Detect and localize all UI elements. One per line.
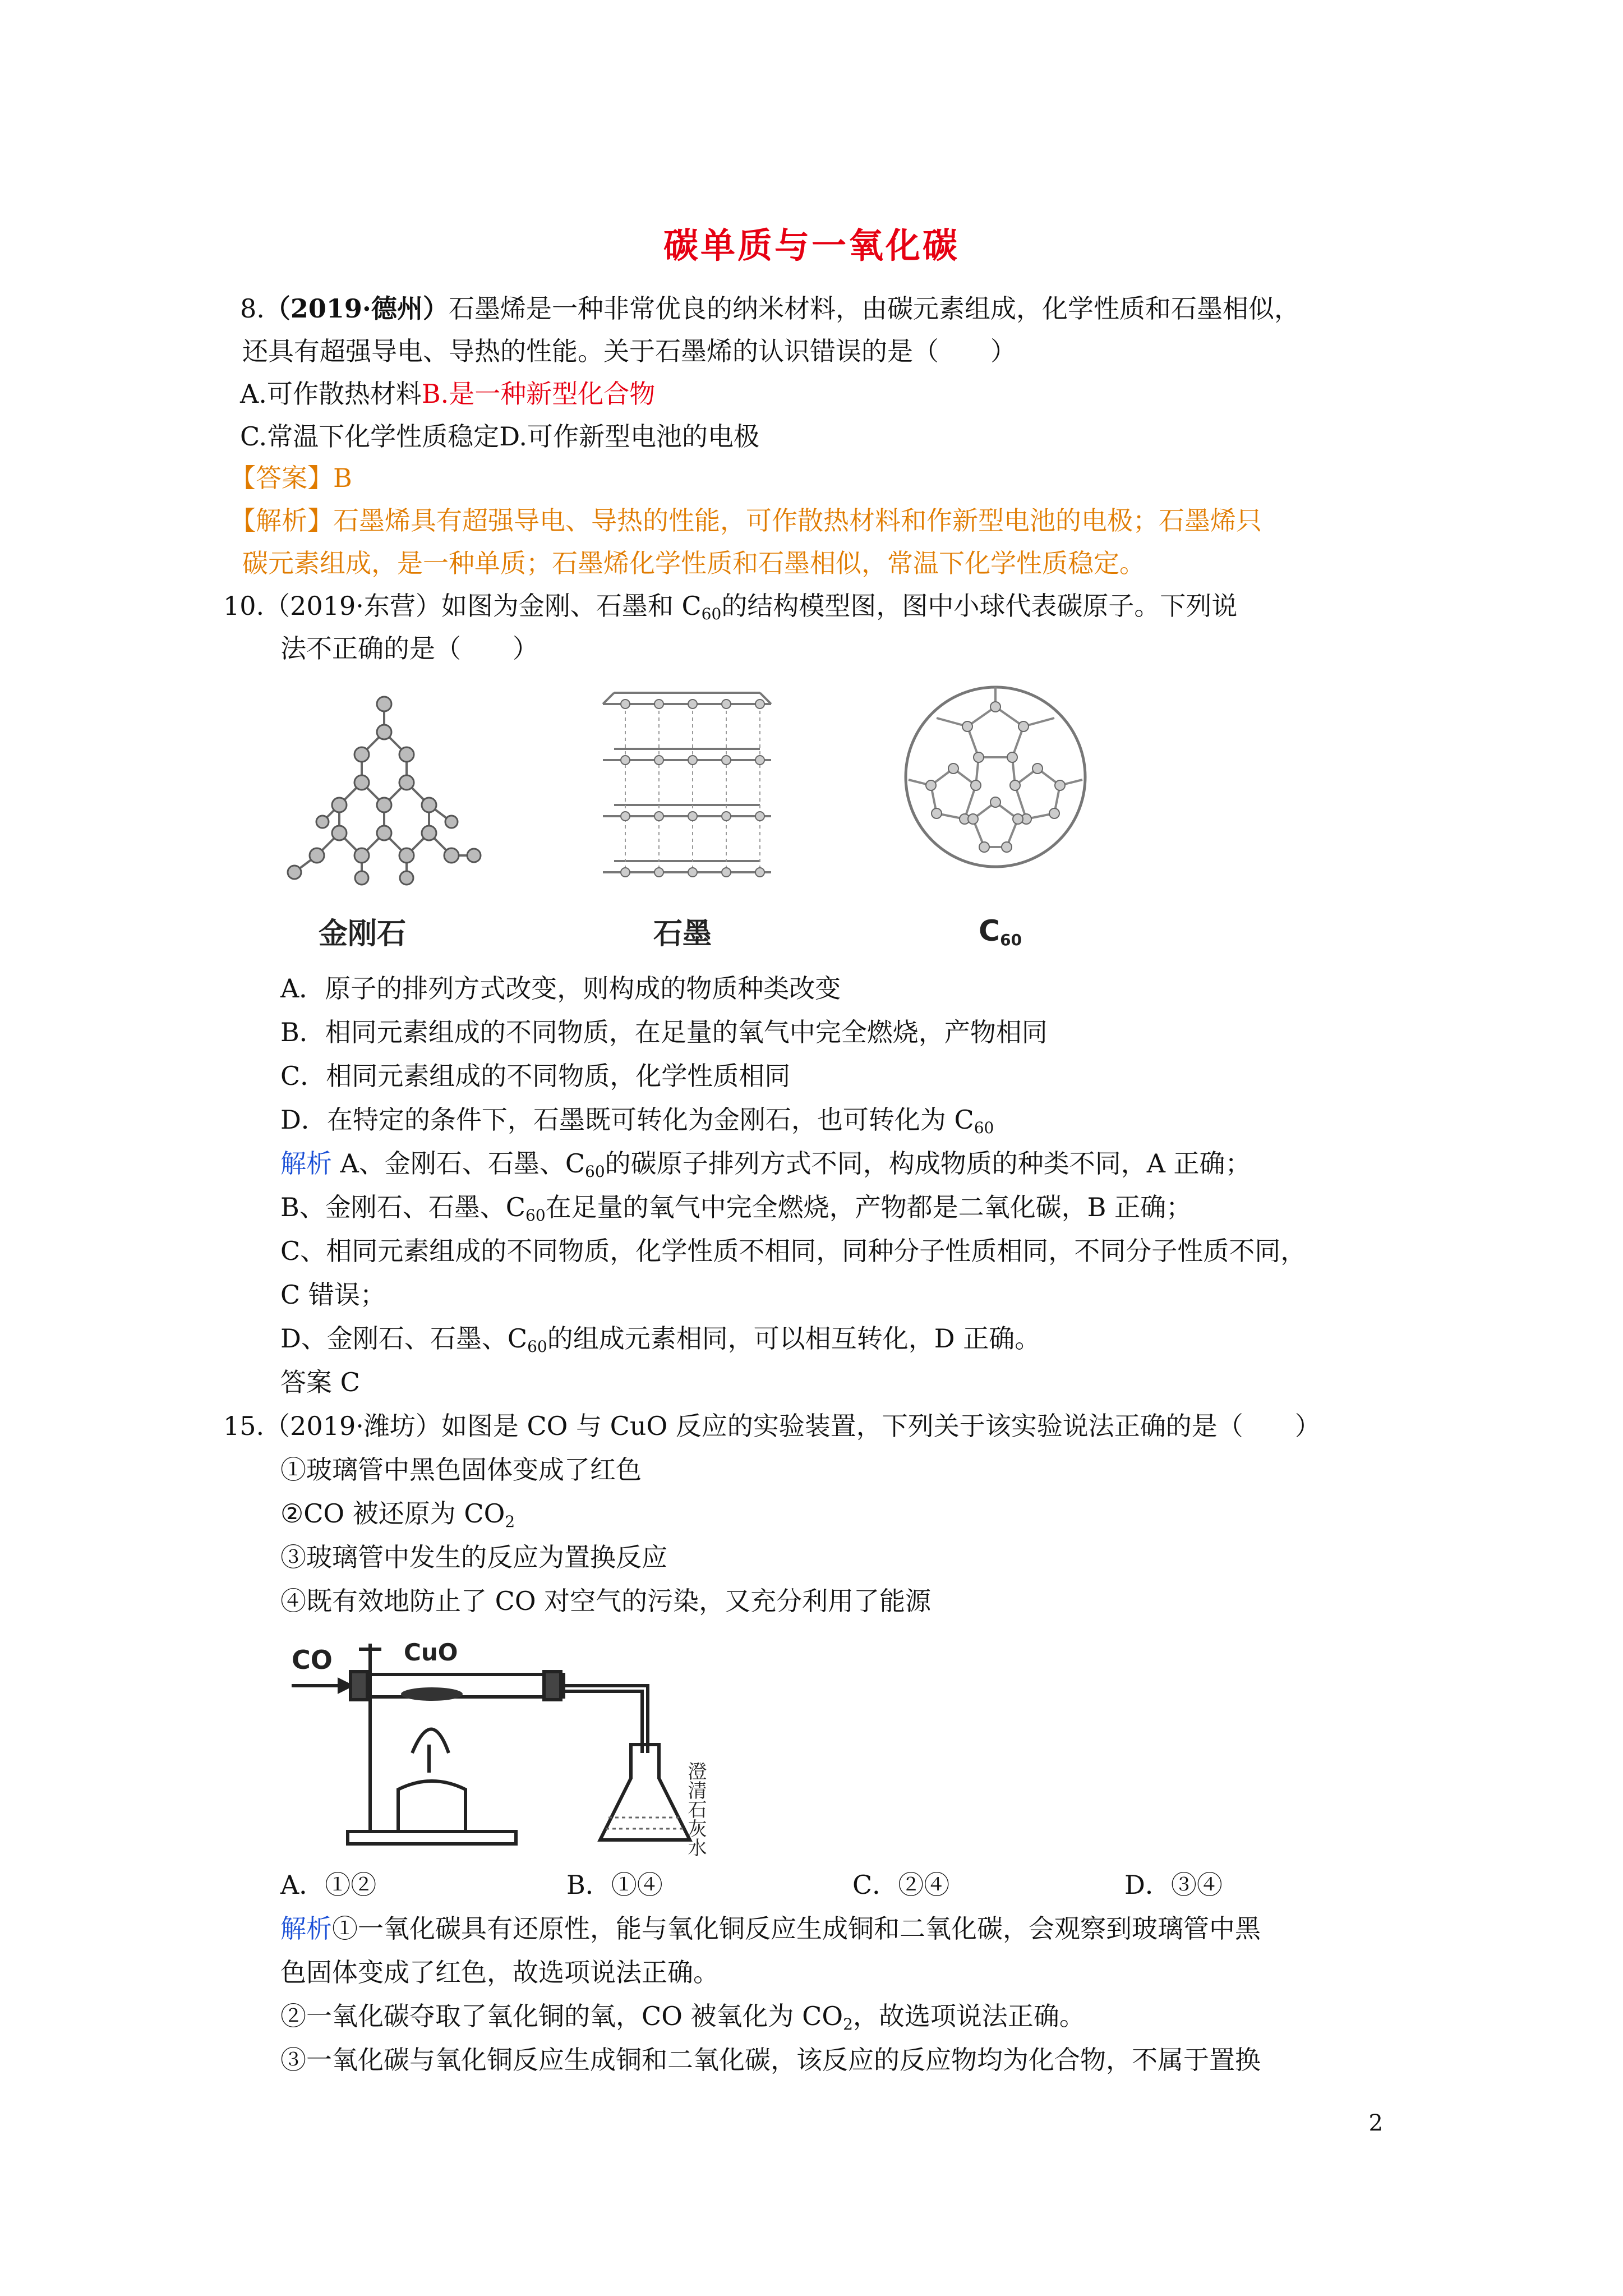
q10-sub60: 60 — [701, 605, 722, 623]
q10-option-c: C．相同元素组成的不同物质，化学性质相同 — [280, 1061, 791, 1091]
q15-s2-text: ②CO 被还原为 CO — [280, 1498, 505, 1529]
q8-number: 8. — [240, 293, 265, 324]
q10-head: 10.（2019·东营）如图为金刚、石墨和 C — [223, 591, 702, 621]
q15-a1-text: ①一氧化碳具有还原性，能与氧化铜反应生成铜和二氧化碳，会观察到玻璃管中黑 — [332, 1913, 1261, 1944]
q8-options-row2 — [240, 420, 759, 453]
c60-caption-main: C — [979, 914, 1000, 948]
q8-option-c: C.常温下化学性质稳定 — [240, 421, 500, 452]
q15-statement-4: ④既有效地防止了 CO 对空气的污染，又充分利用了能源 — [280, 1586, 932, 1616]
q10-a2-sub: 60 — [525, 1206, 546, 1225]
apparatus-co-label: CO — [292, 1645, 333, 1675]
q15-a3-sub: 2 — [843, 2015, 853, 2033]
q8-options-row1 — [240, 377, 655, 411]
q8-option-a: A.可作散热材料 — [240, 379, 422, 409]
graphite-structure-image — [592, 682, 782, 889]
apparatus-cuo-label: CuO — [404, 1639, 458, 1666]
apparatus-limewater-label: 澄清石灰水 — [684, 1761, 707, 1857]
q15-analysis4: ③一氧化碳与氧化铜反应生成铜和二氧化碳，该反应的反应物均为化合物，不属于置换 — [280, 2045, 1261, 2075]
q8-stem1: 石墨烯是一种非常优良的纳米材料，由碳元素组成，化学性质和石墨相似， — [448, 293, 1300, 324]
q8-source: （2019·德州） — [264, 293, 449, 324]
q10-a1-pre: A、金刚石、石墨、C — [332, 1148, 585, 1179]
q8-analysis2: 碳元素组成，是一种单质；石墨烯化学性质和石墨相似，常温下化学性质稳定。 — [242, 548, 1145, 578]
q10-answer: 答案 C — [280, 1367, 360, 1397]
q15-option-c: C．②④ — [852, 1870, 950, 1900]
diamond-caption: 金刚石 — [319, 917, 407, 951]
q10-a1-sub: 60 — [585, 1162, 605, 1181]
q15-s2-sub: 2 — [505, 1512, 515, 1531]
q10-stem2: 法不正确的是（ ） — [280, 633, 538, 664]
q10-line1 — [223, 589, 1237, 623]
q8-option-b: B.是一种新型化合物 — [421, 379, 656, 409]
q8-line1 — [240, 292, 1300, 325]
q8-answer — [230, 461, 352, 495]
c60-caption-sub: 60 — [1000, 931, 1022, 949]
q8-answer-value: B — [333, 463, 352, 493]
q10-analysis1 — [280, 1147, 1251, 1180]
q10-a5-post: 的组成元素相同，可以相互转化，D 正确。 — [547, 1323, 1041, 1354]
q15-analysis1 — [280, 1912, 1261, 1945]
q10-option-d-text: D．在特定的条件下，石墨既可转化为金刚石，也可转化为 C — [280, 1105, 974, 1135]
q15-option-d: D．③④ — [1124, 1870, 1223, 1900]
q10-a5-pre: D、金刚石、石墨、C — [280, 1323, 528, 1354]
q15-option-b: B．①④ — [566, 1870, 663, 1900]
q15-stem: 15.（2019·潍坊）如图是 CO 与 CuO 反应的实验装置，下列关于该实验说法正确的是（ ） — [223, 1411, 1321, 1441]
q10-a5-sub: 60 — [527, 1337, 547, 1356]
q10-analysis-label: 解析 — [280, 1148, 332, 1179]
q10-analysis4: C 错误； — [280, 1280, 386, 1310]
q10-option-b: B．相同元素组成的不同物质，在足量的氧气中完全燃烧，产物相同 — [280, 1017, 1048, 1047]
graphite-caption: 石墨 — [653, 917, 712, 951]
c60-structure-image — [892, 673, 1099, 881]
q15-statement-3: ③玻璃管中发生的反应为置换反应 — [280, 1542, 667, 1572]
q10-a2-post: 在足量的氧气中完全燃烧，产物都是二氧化碳，B 正确； — [545, 1192, 1192, 1222]
q15-analysis-label: 解析 — [280, 1913, 332, 1944]
q8-option-d: D.可作新型电池的电极 — [499, 421, 760, 452]
q8-analysis-label: 【解析】 — [230, 505, 333, 536]
q10-a2-pre: B、金刚石、石墨、C — [280, 1192, 525, 1222]
co-cuo-apparatus-image — [286, 1632, 729, 1857]
q10-analysis5 — [280, 1322, 1040, 1355]
q15-option-a: A．①② — [280, 1870, 377, 1900]
q10-analysis2 — [280, 1190, 1192, 1224]
q10-option-d — [280, 1103, 994, 1137]
q15-a3-post: ，故选项说法正确。 — [852, 2001, 1085, 2031]
q10-analysis3: C、相同元素组成的不同物质，化学性质不相同，同种分子性质相同，不同分子性质不同， — [280, 1236, 1307, 1266]
q10-option-a: A．原子的排列方式改变，则构成的物质种类改变 — [280, 973, 841, 1004]
q8-analysis-text1: 石墨烯具有超强导电、导热的性能，可作散热材料和作新型电池的电极；石墨烯只 — [333, 505, 1262, 536]
page-title: 碳单质与一氧化碳 — [663, 225, 960, 266]
q15-statement-2 — [280, 1497, 515, 1530]
c60-caption — [979, 914, 1022, 948]
q15-a3-pre: ②一氧化碳夺取了氧化铜的氧，CO 被氧化为 CO — [280, 2001, 843, 2031]
q10-head-tail: 的结构模型图，图中小球代表碳原子。下列说 — [721, 591, 1238, 621]
q15-analysis3 — [280, 1999, 1085, 2033]
q10-a1-post: 的碳原子排列方式不同，构成物质的种类不同，A 正确； — [605, 1148, 1251, 1179]
q8-analysis1 — [230, 504, 1262, 537]
q8-answer-label: 【答案】 — [230, 463, 333, 493]
q8-stem2: 还具有超强导电、导热的性能。关于石墨烯的认识错误的是（ ） — [242, 336, 1016, 366]
page-number: 2 — [1368, 2110, 1383, 2136]
q10-option-d-sub: 60 — [974, 1119, 994, 1137]
q15-analysis2: 色固体变成了红色，故选项说法正确。 — [280, 1957, 719, 1987]
q15-statement-1: ①玻璃管中黑色固体变成了红色 — [280, 1455, 642, 1485]
diamond-structure-image — [283, 687, 508, 895]
